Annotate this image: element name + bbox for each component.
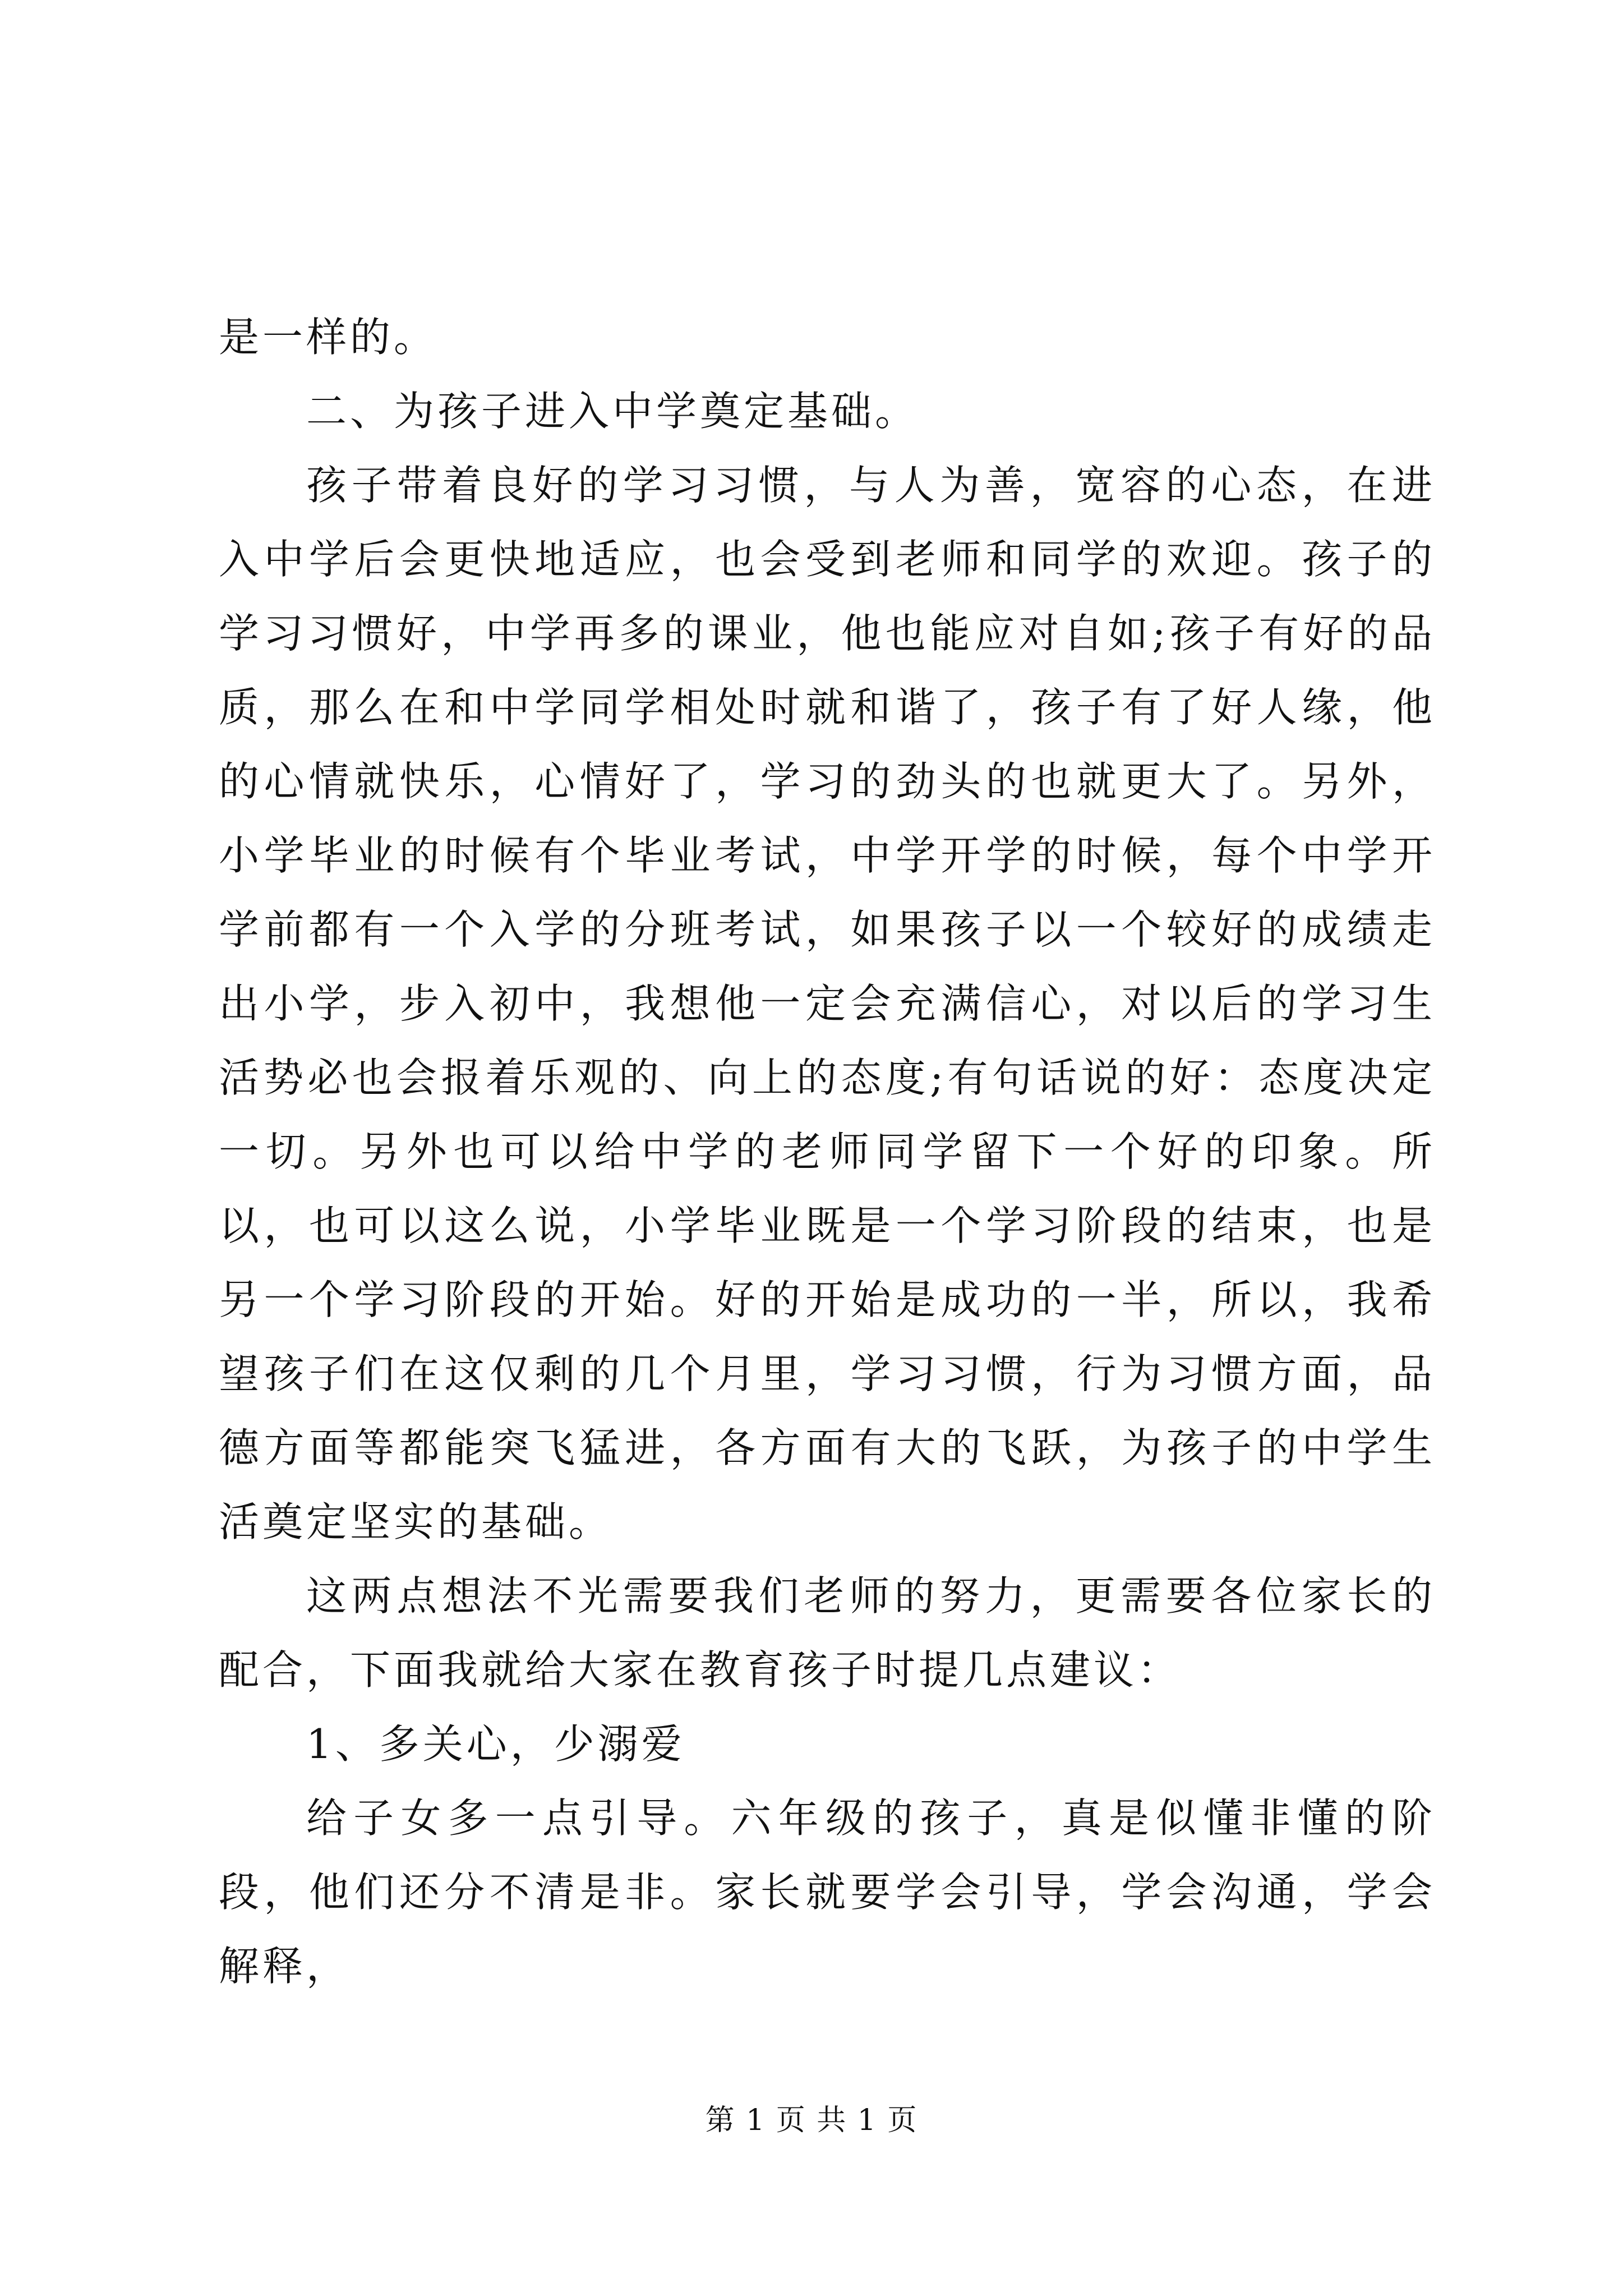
list-item-heading: 1、多关心，少溺爱 (306, 1720, 685, 1768)
paragraph-continuation: 是一样的。 (219, 314, 438, 361)
paragraph: 给子女多一点引导。六年级的孩子，真是似懂非懂的阶段，他们还分不清是非。家长就要学会引导，学会沟通，学会解释， (219, 1795, 1436, 1990)
paragraph: 孩子带着良好的学习习惯，与人为善，宽容的心态，在进入中学后会更快地适应，也会受到老师和同学的欢迎。孩子的学习习惯好，中学再多的课业，他也能应对自如;孩子有好的品质，那么在和中学同学相处时就和谐了，孩子有了好人缘，他的心情就快乐，心情好了，学习的劲头的也就更大了。另外，小学毕业的时候有个毕业考试，中学开学的时候，每个中学开学前都有一个入学的分班考试，如果孩子以一个较好的成绩走出小学，步入初中，我想他一定会充满信心，对以后的学习生活势必也会报着乐观的、向上的态度;有句话说的好：态度决定一切。另外也可以给中学的老师同学留下一个好的印象。所以，也可以这么说，小学毕业既是一个学习阶段的结束，也是另一个学习阶段的开始。好的开始是成功的一半，所以，我希望孩子们在这仅剩的几个月里，学习习惯，行为习惯方面，品德方面等都能突飞猛进，各方面有大的飞跃，为孩子的中学生活奠定坚实的基础。 (219, 462, 1436, 1545)
page-footer: 第 1 页 共 1 页 (705, 2104, 918, 2137)
section-heading: 二、为孩子进入中学奠定基础。 (306, 388, 919, 435)
paragraph: 这两点想法不光需要我们老师的努力，更需要各位家长的配合，下面我就给大家在教育孩子时提几点建议： (219, 1572, 1436, 1694)
document-body (219, 300, 1436, 2003)
